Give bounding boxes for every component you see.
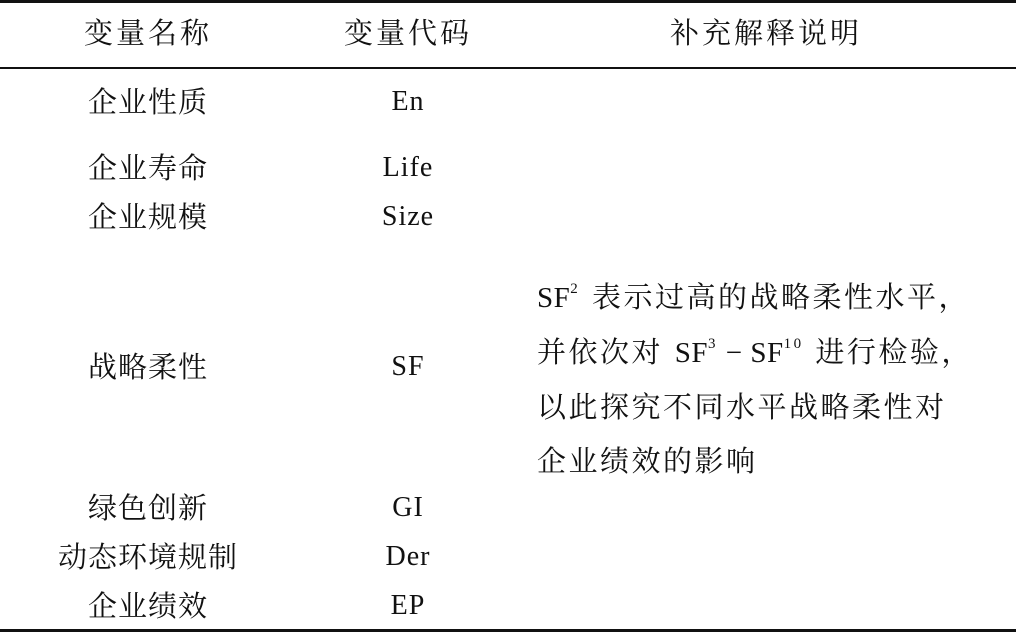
table-top-rule — [0, 0, 1016, 3]
row-code-life: Life — [382, 152, 434, 183]
header-explanation: 补充解释说明 — [669, 16, 863, 50]
header-variable-code: 变量代码 — [343, 16, 473, 50]
row-name-green-innovation: 绿色创新 — [87, 491, 209, 525]
row-code-sf: SF — [391, 351, 425, 382]
note-line-1: $SF^2$ 表示过高的战略柔性水平， — [537, 280, 970, 314]
row-code-en: En — [391, 86, 425, 117]
row-name-strategic-flexibility: 战略柔性 — [87, 350, 209, 384]
row-note-strategic-flexibility — [537, 270, 1002, 488]
row-name-enterprise-age: 企业寿命 — [87, 151, 209, 185]
note-line-2: 并依次对 $SF^3 - SF^{10}$ 进行检验， — [537, 335, 973, 369]
table-header-rule — [0, 67, 1016, 69]
row-code-size: Size — [381, 201, 435, 232]
row-name-dynamic-env-regulation: 动态环境规制 — [57, 540, 239, 574]
header-variable-name: 变量名称 — [83, 16, 213, 50]
row-name-enterprise-nature: 企业性质 — [87, 85, 209, 119]
table-bottom-rule — [0, 629, 1016, 632]
row-code-gi: GI — [392, 492, 424, 523]
row-code-ep: EP — [390, 590, 426, 621]
row-code-der: Der — [385, 541, 431, 572]
note-line-4: 企业绩效的影响 — [537, 444, 758, 478]
note-line-3: 以此探究不同水平战略柔性对 — [537, 390, 947, 424]
row-name-enterprise-size: 企业规模 — [87, 200, 209, 234]
row-name-enterprise-performance: 企业绩效 — [87, 589, 209, 623]
